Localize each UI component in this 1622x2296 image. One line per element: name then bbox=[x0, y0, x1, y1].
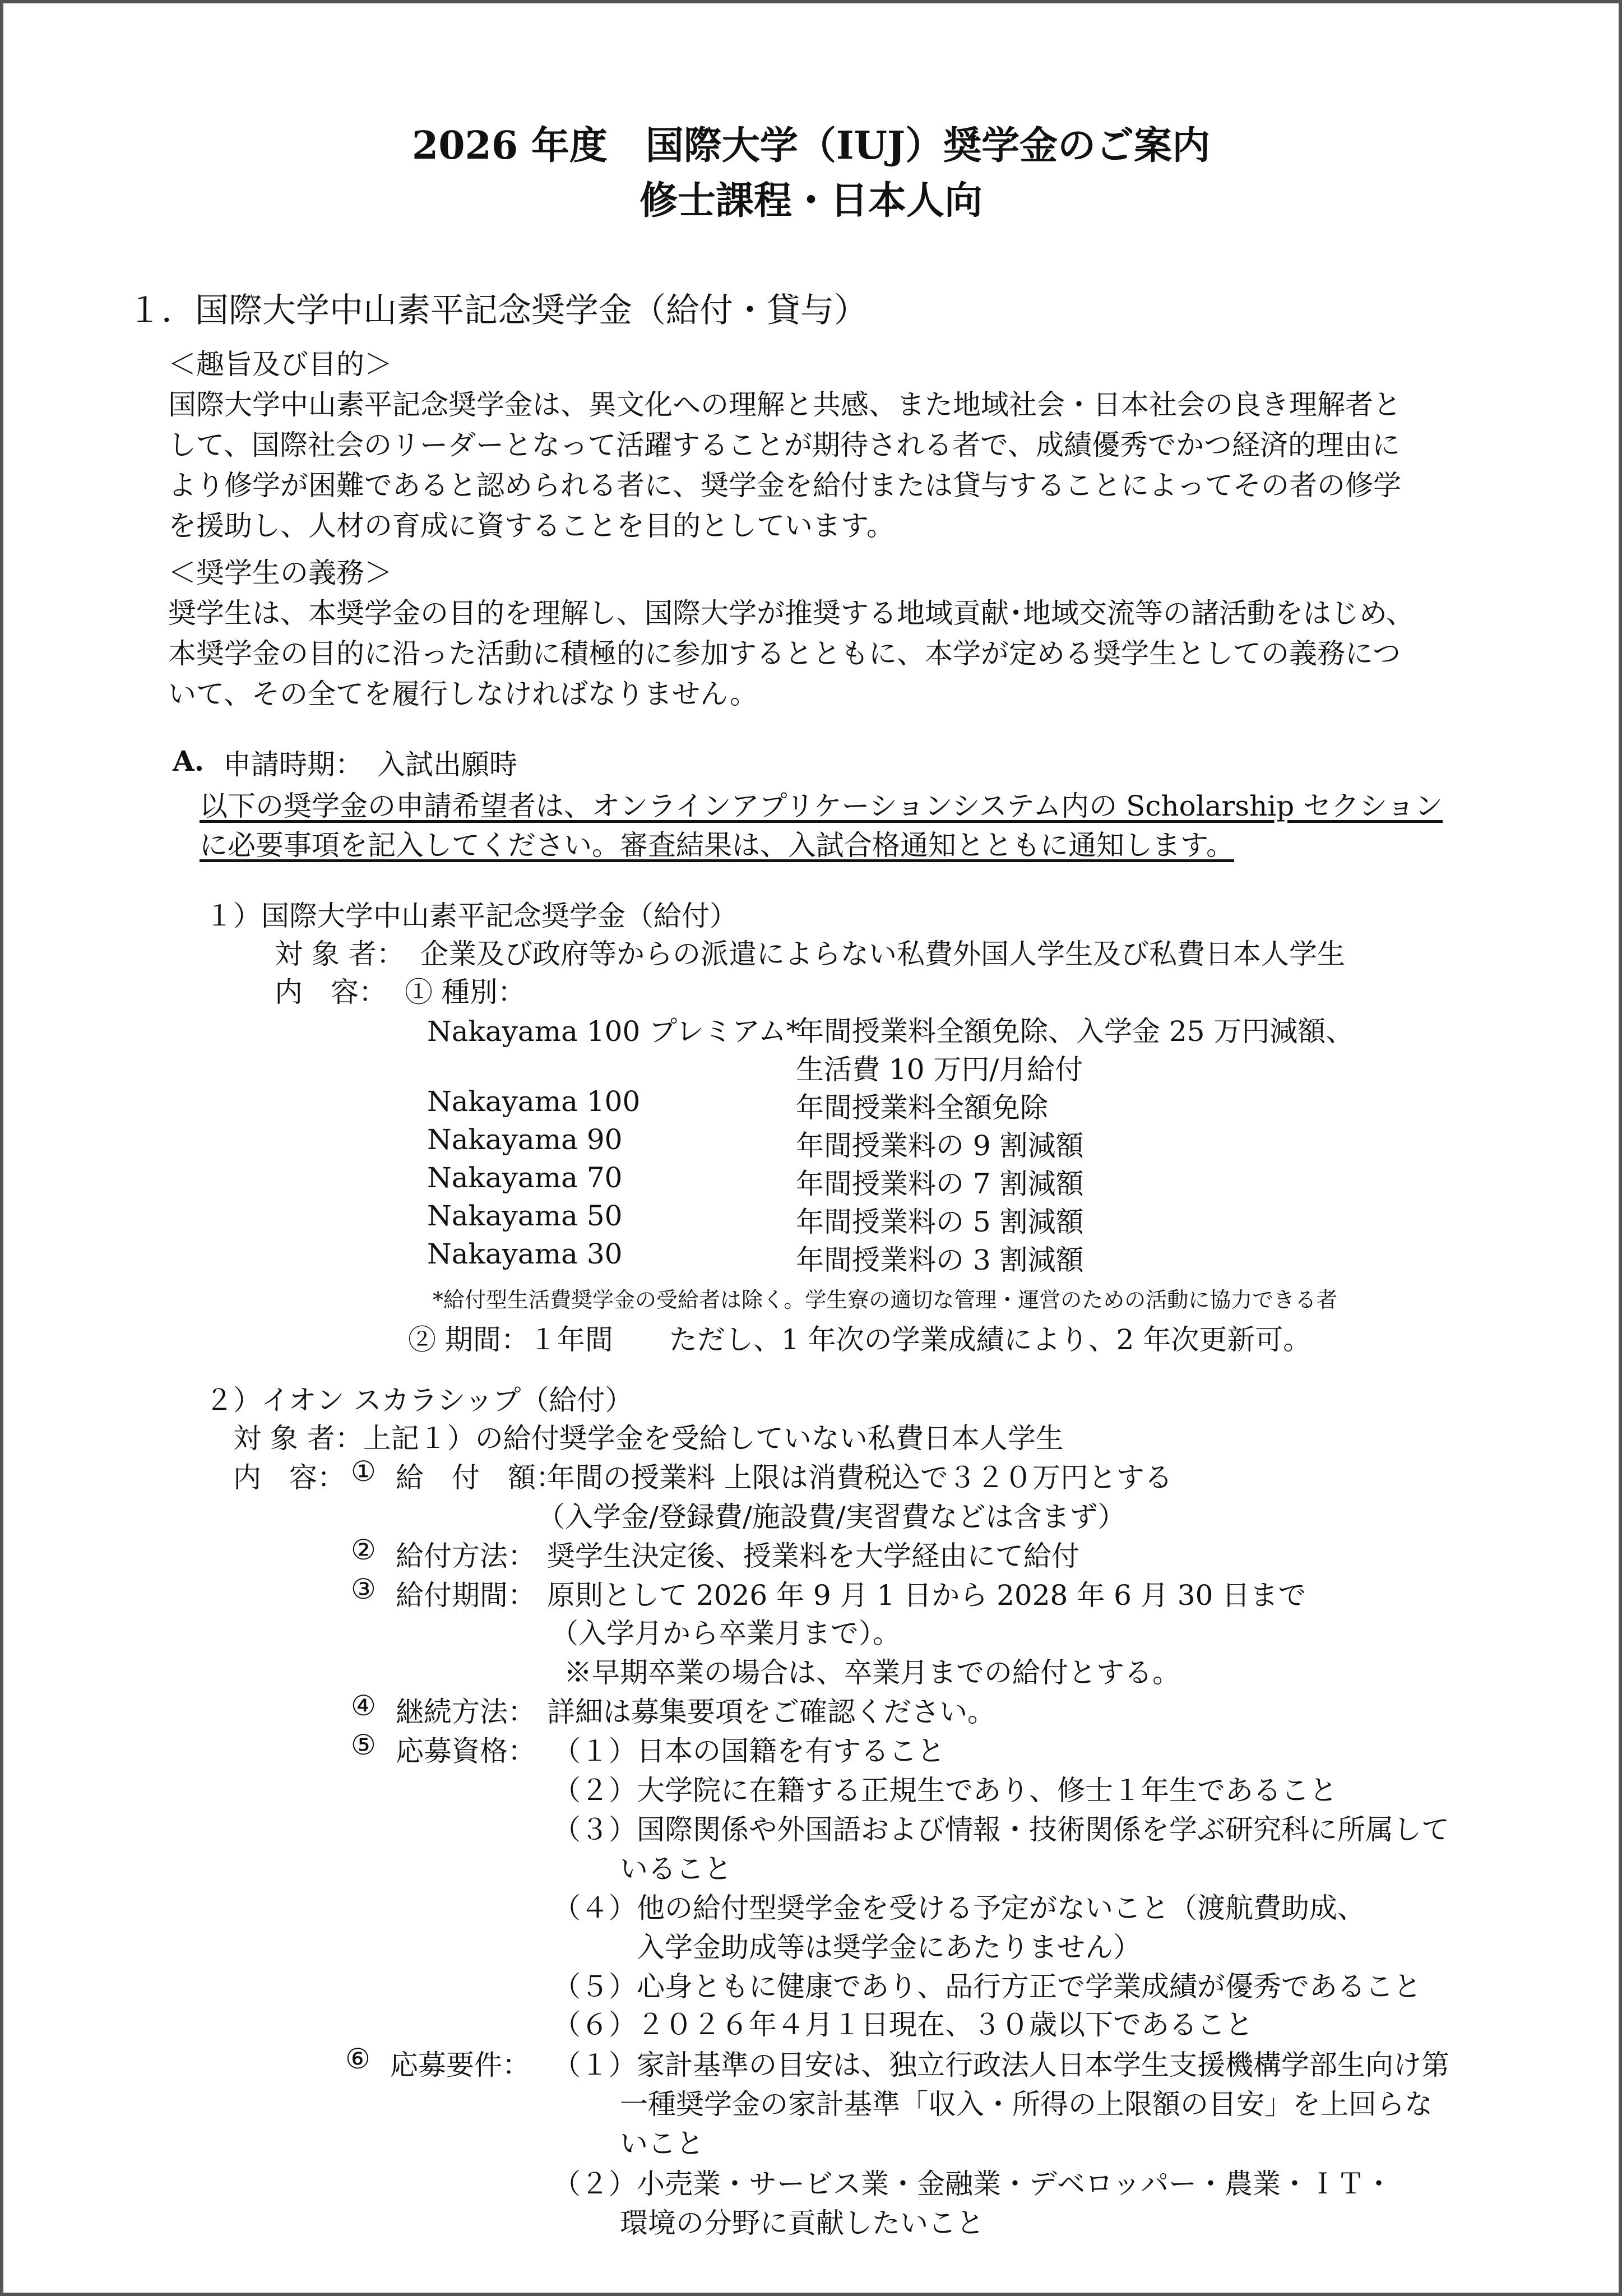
duty-line: 本奨学金の目的に沿った活動に積極的に参加するとともに、本学が定める奨学生としての義務につ bbox=[168, 637, 1401, 670]
duty-line: いて、その全てを履行しなければなりません。 bbox=[168, 678, 758, 710]
section-a-line: に必要事項を記入してください。審査結果は、入試合格通知とともに通知します。 bbox=[200, 829, 1234, 862]
scholarship-type-name: Nakayama 30 bbox=[427, 1238, 623, 1270]
scholarship-type-desc: 年間授業料の 5 割減額 bbox=[796, 1206, 1084, 1238]
row-line: （４）他の給付型奨学金を受ける予定がないこと（渡航費助成、 bbox=[553, 1892, 1365, 1924]
scholarship-type-name: Nakayama 100 プレミアム* bbox=[427, 1015, 800, 1048]
item-2-heading: ２）イオン スカラシップ（給付） bbox=[205, 1384, 633, 1417]
item-1-target-value: 企業及び政府等からの派遣によらない私費外国人学生及び私費日本人学生 bbox=[420, 938, 1345, 970]
scholarship-type-desc: 年間授業料全額免除、入学金 25 万円減額、 bbox=[796, 1015, 1354, 1048]
row-line: （入学月から卒業月まで）。 bbox=[550, 1617, 901, 1650]
row-line: （１）日本の国籍を有すること bbox=[553, 1735, 945, 1767]
scholarship-type-name: Nakayama 90 bbox=[427, 1123, 623, 1156]
row-line: 奨学生決定後、授業料を大学経由にて給付 bbox=[547, 1540, 1079, 1572]
row-line: いること bbox=[620, 1853, 732, 1885]
item-1-period: ② 期間：１年間 ただし、1 年次の学業成績により、2 年次更新可。 bbox=[408, 1323, 1311, 1356]
scholarship-type-name: Nakayama 100 bbox=[427, 1085, 641, 1118]
row-line: （２）小売業・サービス業・金融業・デベロッパー・農業・ＩＴ・ bbox=[553, 2168, 1393, 2200]
section-a-marker: A. bbox=[173, 744, 205, 777]
row-line: 年間の授業料 上限は消費税込で３２０万円とする bbox=[547, 1461, 1173, 1494]
item-2-content-label: 内 容： bbox=[233, 1461, 345, 1494]
row-line: 一種奨学金の家計基準「収入・所得の上限額の目安」を上回らな bbox=[620, 2088, 1433, 2121]
item-1-content-label: 内 容： bbox=[275, 976, 387, 1008]
section-a-heading: 申請時期： 入試出願時 bbox=[223, 748, 517, 781]
row-label: 給付期間： bbox=[396, 1579, 536, 1612]
row-label: 応募要件： bbox=[390, 2049, 530, 2081]
row-label: 給付方法： bbox=[396, 1540, 536, 1572]
duty-line: 奨学生は、本奨学金の目的を理解し、国際大学が推奨する地域貢献･地域交流等の諸活動をはじめ、 bbox=[168, 597, 1414, 629]
item-1-target-label: 対 象 者： bbox=[275, 938, 405, 970]
row-number: ④ bbox=[351, 1689, 376, 1722]
duty-label: ＜奨学生の義務＞ bbox=[168, 557, 392, 589]
row-line: （１）家計基準の目安は、独立行政法人日本学生支援機構学部生向け第 bbox=[553, 2049, 1449, 2081]
purpose-line: を援助し、人材の育成に資することを目的としています。 bbox=[168, 510, 895, 542]
scholarship-type-name: Nakayama 50 bbox=[427, 1200, 623, 1232]
item-1-type-label: ① 種別： bbox=[405, 976, 526, 1008]
section-1-heading: １．国際大学中山素平記念奨学金（給付・貸与） bbox=[128, 291, 868, 330]
purpose-line: して、国際社会のリーダーとなって活躍することが期待される者で、成績優秀でかつ経済的理由に bbox=[168, 429, 1400, 461]
row-line: （２）大学院に在籍する正規生であり、修士１年生であること bbox=[553, 1774, 1337, 1807]
item-1-heading: １）国際大学中山素平記念奨学金（給付） bbox=[205, 900, 738, 932]
row-label: 給 付 額： bbox=[396, 1461, 564, 1494]
footnote: *給付型生活費奨学金の受給者は除く。学生寮の適切な管理・運営のための活動に協力できる者 bbox=[433, 1288, 1338, 1312]
section-a-line: 以下の奨学金の申請希望者は、オンラインアプリケーションシステム内の Scholarship セクション bbox=[200, 790, 1443, 822]
row-label: 継続方法： bbox=[396, 1696, 536, 1728]
purpose-line: 国際大学中山素平記念奨学金は、異文化への理解と共感、また地域社会・日本社会の良き理解者と bbox=[168, 388, 1401, 421]
document-subtitle: 修士課程・日本人向 bbox=[639, 178, 983, 223]
row-number: ② bbox=[351, 1534, 376, 1566]
row-line: 詳細は募集要項をご確認ください。 bbox=[547, 1696, 995, 1728]
scholarship-type-desc: 生活費 10 万円/月給付 bbox=[796, 1053, 1083, 1086]
purpose-line: より修学が困難であると認められる者に、奨学金を給付または貸与することによってその者の修学 bbox=[168, 469, 1401, 502]
item-2-target: 対 象 者：上記１）の給付奨学金を受給していない私費日本人学生 bbox=[233, 1422, 1064, 1455]
row-number: ⑥ bbox=[345, 2043, 370, 2075]
row-line: 入学金助成等は奨学金にあたりません） bbox=[637, 1931, 1141, 1964]
row-line: （６）２０２６年４月１日現在、３０歳以下であること bbox=[553, 2008, 1253, 2041]
row-line: （３）国際関係や外国語および情報・技術関係を学ぶ研究科に所属して bbox=[553, 1813, 1449, 1846]
row-number: ⑤ bbox=[351, 1729, 376, 1761]
row-line: ※早期卒業の場合は、卒業月までの給付とする。 bbox=[564, 1656, 1180, 1689]
scholarship-type-name: Nakayama 70 bbox=[427, 1161, 623, 1194]
row-label: 応募資格： bbox=[396, 1735, 536, 1767]
row-number: ① bbox=[351, 1455, 376, 1488]
document-title: 2026 年度 国際大学（IUJ）奨学金のご案内 bbox=[411, 123, 1211, 168]
purpose-label: ＜趣旨及び目的＞ bbox=[168, 348, 392, 381]
scholarship-type-desc: 年間授業料の 3 割減額 bbox=[796, 1244, 1084, 1276]
scholarship-type-desc: 年間授業料の 9 割減額 bbox=[796, 1130, 1084, 1162]
row-line: いこと bbox=[620, 2127, 704, 2160]
row-line: 原則として 2026 年 9 月 1 日から 2028 年 6 月 30 日まで bbox=[547, 1579, 1306, 1612]
row-line: （５）心身ともに健康であり、品行方正で学業成績が優秀であること bbox=[553, 1970, 1421, 2003]
scholarship-type-desc: 年間授業料の 7 割減額 bbox=[796, 1168, 1084, 1200]
row-line: （入学金/登録費/施設費/実習費などは含まず） bbox=[537, 1501, 1126, 1533]
scholarship-type-desc: 年間授業料全額免除 bbox=[796, 1091, 1048, 1124]
row-number: ③ bbox=[351, 1573, 376, 1605]
row-line: 環境の分野に貢献したいこと bbox=[620, 2207, 984, 2239]
